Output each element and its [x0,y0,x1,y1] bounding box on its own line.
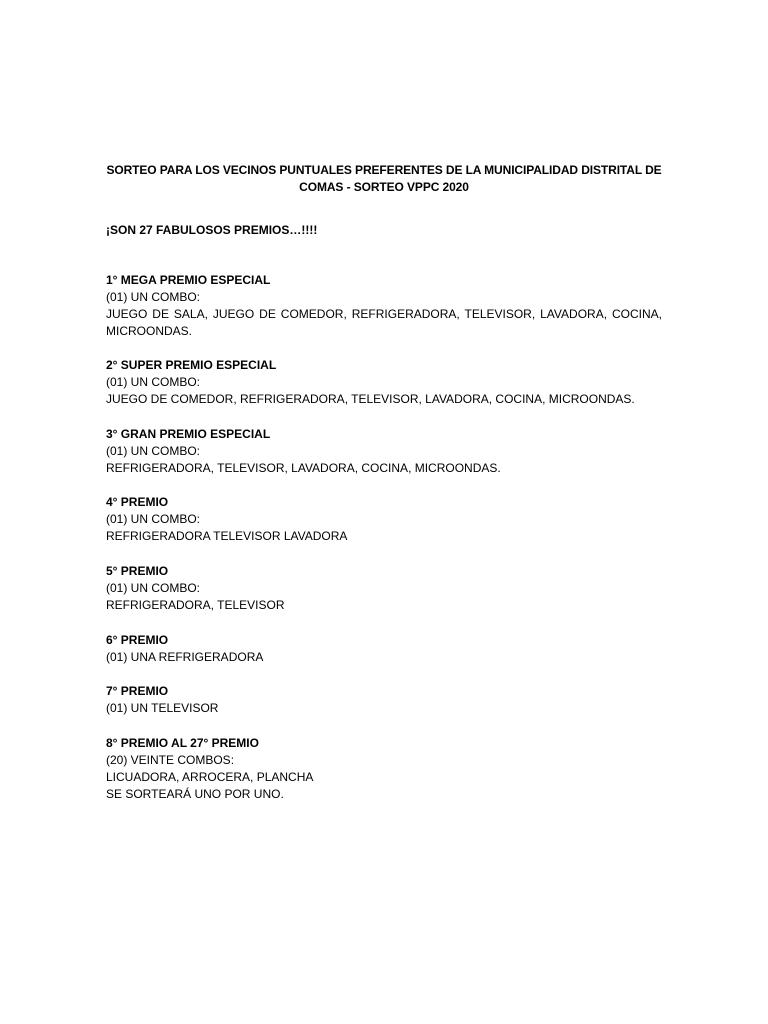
prize-8-to-27 [106,735,662,803]
prize-line: REFRIGERADORA, TELEVISOR, LAVADORA, COCINA, MICROONDAS. [106,461,501,475]
prize-line: JUEGO DE SALA, JUEGO DE COMEDOR, REFRIGERADORA, TELEVISOR, LAVADORA, COCINA, MICROONDAS. [106,307,662,338]
prize-line: (01) UN COMBO: [106,444,201,458]
prize-line: (01) UN COMBO: [106,375,201,389]
prize-heading: 7° PREMIO [106,684,169,698]
prize-line: (20) VEINTE COMBOS: [106,753,235,767]
prize-2 [106,357,662,408]
prize-heading: 2° SUPER PREMIO ESPECIAL [106,358,277,372]
prize-line: (01) UNA REFRIGERADORA [106,650,264,664]
prize-line: REFRIGERADORA TELEVISOR LAVADORA [106,529,348,543]
title-line-1: SORTEO PARA LOS VECINOS PUNTUALES PREFERENTES DE LA MUNICIPALIDAD DISTRITAL DE [106,163,662,177]
prize-heading: 8° PREMIO AL 27° PREMIO [106,736,259,750]
prize-line: LICUADORA, ARROCERA, PLANCHA [106,770,314,784]
prize-4 [106,494,662,545]
prize-line: SE SORTEARÁ UNO POR UNO. [106,787,284,801]
prize-7 [106,683,662,717]
prize-heading: 3° GRAN PREMIO ESPECIAL [106,427,271,441]
prize-line: (01) UN TELEVISOR [106,701,219,715]
prize-3 [106,426,662,477]
intro-text: ¡SON 27 FABULOSOS PREMIOS…!!!! [106,223,318,237]
prize-line: (01) UN COMBO: [106,581,201,595]
prize-line: JUEGO DE COMEDOR, REFRIGERADORA, TELEVISOR, LAVADORA, COCINA, MICROONDAS. [106,392,635,406]
prize-5 [106,563,662,614]
prize-1 [106,272,662,340]
prize-line: (01) UN COMBO: [106,290,201,304]
document-page [106,0,662,1024]
prize-heading: 6° PREMIO [106,633,169,647]
document-title [106,162,662,196]
prize-line: REFRIGERADORA, TELEVISOR [106,598,285,612]
prize-heading: 5° PREMIO [106,564,169,578]
prize-line: (01) UN COMBO: [106,512,201,526]
prize-heading: 4° PREMIO [106,495,169,509]
title-line-2: COMAS - SORTEO VPPC 2020 [299,180,469,194]
prize-6 [106,632,662,666]
prize-heading: 1° MEGA PREMIO ESPECIAL [106,273,271,287]
